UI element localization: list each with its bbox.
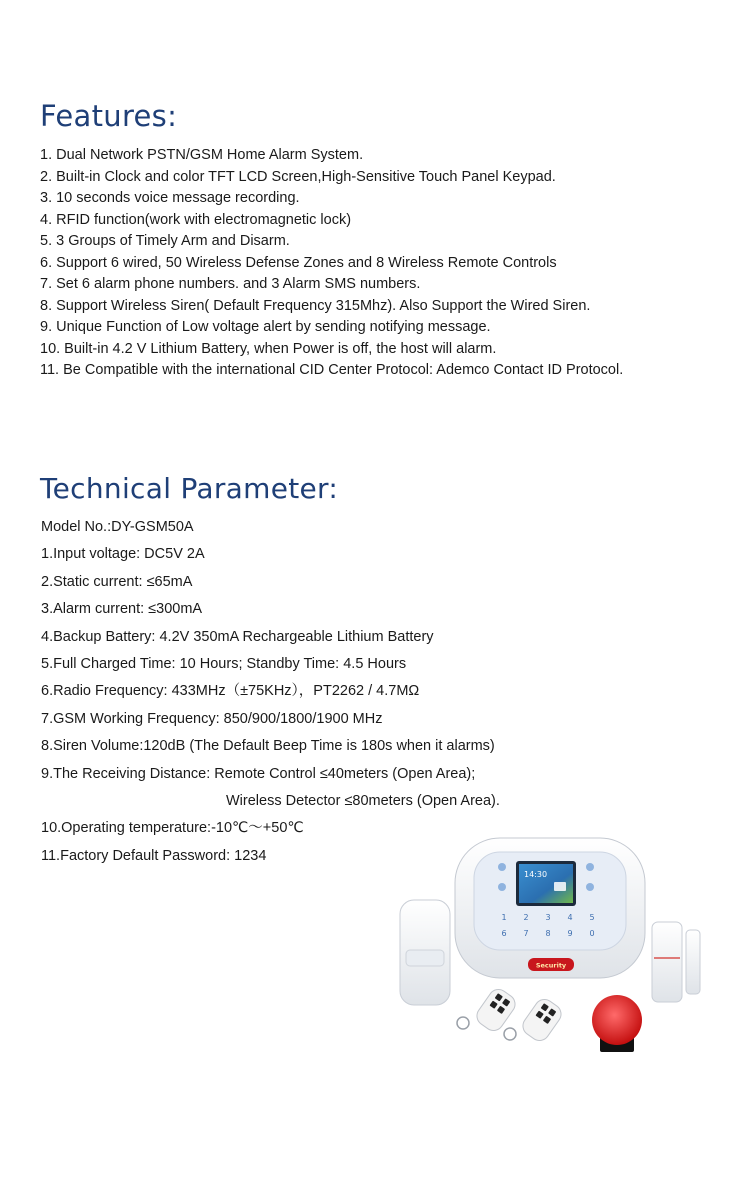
keypad-key: 1: [501, 913, 507, 922]
feature-item: 4. RFID function(work with electromagnetic lock): [40, 211, 352, 228]
alarm-panel-icon: [455, 838, 645, 978]
parameter-item: 10.Operating temperature:-10℃～+50℃: [41, 820, 304, 837]
brand-label: Security: [535, 961, 567, 970]
keypad-key: 7: [523, 929, 529, 938]
technical-parameter-list: [41, 516, 721, 872]
feature-item: 6. Support 6 wired, 50 Wireless Defense Zones and 8 Wireless Remote Controls: [40, 254, 557, 271]
keypad-key: 2: [523, 913, 529, 922]
parameter-item-continuation: Wireless Detector ≤80meters (Open Area).: [226, 792, 500, 809]
feature-item: 10. Built-in 4.2 V Lithium Battery, when Power is off, the host will alarm.: [40, 340, 497, 357]
parameter-item: 7.GSM Working Frequency: 850/900/1800/1900 MHz: [41, 710, 383, 727]
feature-item: 5. 3 Groups of Timely Arm and Disarm.: [40, 233, 290, 249]
features-list: [40, 145, 720, 382]
feature-item: 9. Unique Function of Low voltage alert by sending notifying message.: [40, 319, 491, 335]
keypad-key: 3: [545, 913, 551, 922]
parameter-item: 9.The Receiving Distance: Remote Control ≤40meters (Open Area);: [41, 765, 476, 782]
parameter-item: 4.Backup Battery: 4.2V 350mA Rechargeable Lithium Battery: [41, 628, 434, 645]
keypad-key: 9: [567, 929, 573, 938]
remote-control-icon: [457, 986, 519, 1035]
parameter-item: 11.Factory Default Password: 1234: [41, 847, 267, 864]
parameter-item: 1.Input voltage: DC5V 2A: [41, 546, 205, 563]
features-heading: Features:: [40, 99, 178, 133]
technical-heading: Technical Parameter:: [40, 472, 339, 505]
parameter-item: 2.Static current: ≤65mA: [41, 573, 193, 590]
parameter-item: 6.Radio Frequency: 433MHz（±75KHz），PT2262 / 4.7MΩ: [41, 683, 420, 700]
model-number: Model No.:DY-GSM50A: [41, 519, 194, 535]
parameter-item: 5.Full Charged Time: 10 Hours; Standby Time: 4.5 Hours: [41, 655, 407, 672]
door-sensor-icon: [652, 922, 700, 1002]
alarm-kit-product-image: [390, 830, 710, 1070]
feature-item: 11. Be Compatible with the international CID Center Protocol: Ademco Contact ID Protocol.: [40, 362, 624, 378]
keypad-key: 6: [501, 929, 507, 938]
feature-item: 1. Dual Network PSTN/GSM Home Alarm System.: [40, 147, 364, 163]
screen-clock: 14:30: [524, 870, 548, 879]
feature-item: 7. Set 6 alarm phone numbers. and 3 Alarm SMS numbers.: [40, 276, 421, 292]
parameter-item: 8.Siren Volume:120dB (The Default Beep Time is 180s when it alarms): [41, 738, 495, 755]
keypad-key: 0: [589, 929, 595, 938]
parameter-item: 3.Alarm current: ≤300mA: [41, 601, 203, 618]
keypad-key: 5: [589, 913, 595, 922]
feature-item: 3. 10 seconds voice message recording.: [40, 190, 300, 206]
siren-icon: [592, 995, 642, 1052]
keypad-key: 4: [567, 913, 573, 922]
keypad-key: 8: [545, 929, 551, 938]
feature-item: 8. Support Wireless Siren( Default Frequency 315Mhz). Also Support the Wired Siren.: [40, 297, 591, 314]
motion-sensor-icon: [400, 900, 450, 1005]
feature-item: 2. Built-in Clock and color TFT LCD Screen,High-Sensitive Touch Panel Keypad.: [40, 168, 556, 185]
